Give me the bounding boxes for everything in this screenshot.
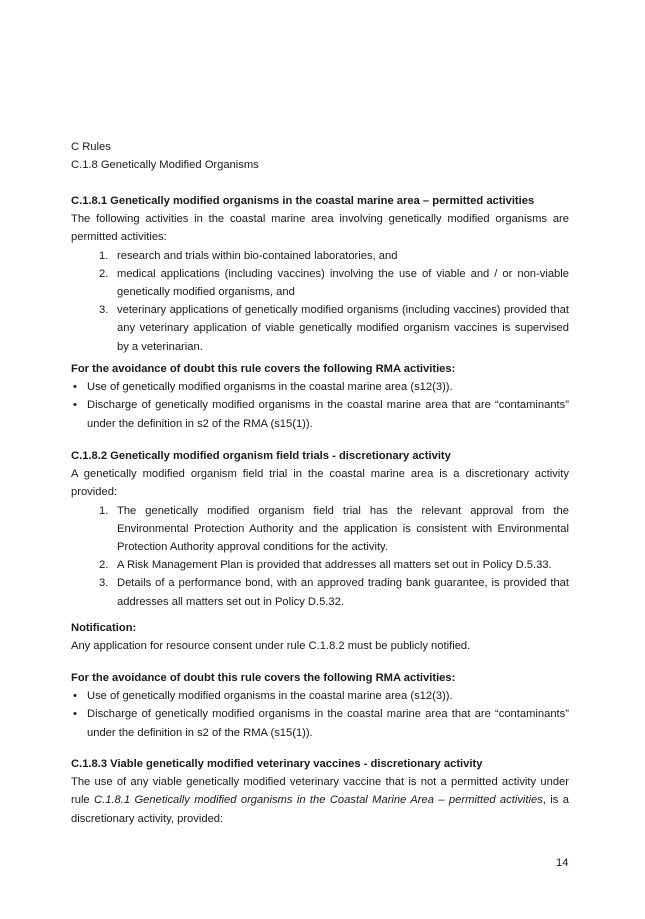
avoidance-heading: For the avoidance of doubt this rule covers the following RMA activities: bbox=[71, 363, 456, 375]
rule-c183-text: The use of any viable genetically modified veterinary vaccine that is not a permitted activity under rule C.1.8.1 Genetically modified organisms in the Coastal Marine Area – permitted activities, is a discretionary activity, provided: bbox=[71, 776, 569, 825]
list-item: 3. veterinary applications of genetically modified organisms (including vaccines) provided that any veterinary application of viable genetically modified organism vaccines is supervised by a veterinarian. bbox=[99, 304, 569, 353]
page-number: 14 bbox=[556, 857, 569, 869]
rule-c183-heading: C.1.8.3 Viable genetically modified veterinary vaccines - discretionary activity bbox=[71, 758, 483, 770]
avoidance-heading: For the avoidance of doubt this rule covers the following RMA activities: bbox=[71, 672, 456, 684]
rule-reference: C.1.8.1 Genetically modified organisms in the Coastal Marine Area – permitted activities bbox=[94, 794, 543, 807]
bullet-item: • Use of genetically modified organisms in the coastal marine area (s12(3)). bbox=[73, 381, 453, 394]
rule-c182-heading: C.1.8.2 Genetically modified organism field trials - discretionary activity bbox=[71, 450, 451, 462]
rule-c182-intro: A genetically modified organism field trial in the coastal marine area is a discretionary activity provided: bbox=[71, 468, 569, 499]
notification-text: Any application for resource consent under rule C.1.8.2 must be publicly notified. bbox=[71, 640, 471, 653]
list-item: 1. The genetically modified organism field trial has the relevant approval from the Environmental Protection Authority and the application is consistent with Environmental Protection Authority approval conditions for the activity. bbox=[99, 504, 569, 554]
notification-heading: Notification: bbox=[71, 622, 137, 634]
list-item: 2. medical applications (including vaccines) involving the use of viable and / or non-viable genetically modified organisms, and bbox=[99, 267, 569, 299]
list-item: 3. Details of a performance bond, with an approved trading bank guarantee, is provided that addresses all matters set out in Policy D.5.32. bbox=[99, 577, 569, 608]
notification bbox=[71, 619, 569, 655]
rules-heading: C Rules bbox=[71, 141, 111, 153]
bullet-item: • Discharge of genetically modified organisms in the coastal marine area that are “contaminants” under the definition in s2 of the RMA (s15(1)). bbox=[73, 708, 569, 739]
bullet-item: • Use of genetically modified organisms in the coastal marine area (s12(3)). bbox=[73, 690, 453, 703]
rule-c181-intro: The following activities in the coastal marine area involving genetically modified organisms are permitted activities: bbox=[71, 213, 569, 244]
rule-c182-avoidance bbox=[71, 669, 569, 742]
section-heading: C.1.8 Genetically Modified Organisms bbox=[71, 159, 259, 172]
rule-c182 bbox=[71, 447, 569, 611]
page-header bbox=[71, 138, 569, 174]
rule-c181 bbox=[71, 192, 569, 356]
bullet-item: • Discharge of genetically modified organisms in the coastal marine area that are “contaminants” under the definition in s2 of the RMA (s15(1)). bbox=[73, 399, 569, 430]
list-item: 1. research and trials within bio-contained laboratories, and bbox=[99, 249, 398, 262]
list-item: 2. A Risk Management Plan is provided that addresses all matters set out in Policy D.5.33. bbox=[99, 559, 552, 572]
rule-c183 bbox=[71, 755, 569, 828]
rule-c181-heading: C.1.8.1 Genetically modified organisms in the coastal marine area – permitted activities bbox=[71, 195, 535, 207]
rule-c181-avoidance bbox=[71, 360, 569, 433]
